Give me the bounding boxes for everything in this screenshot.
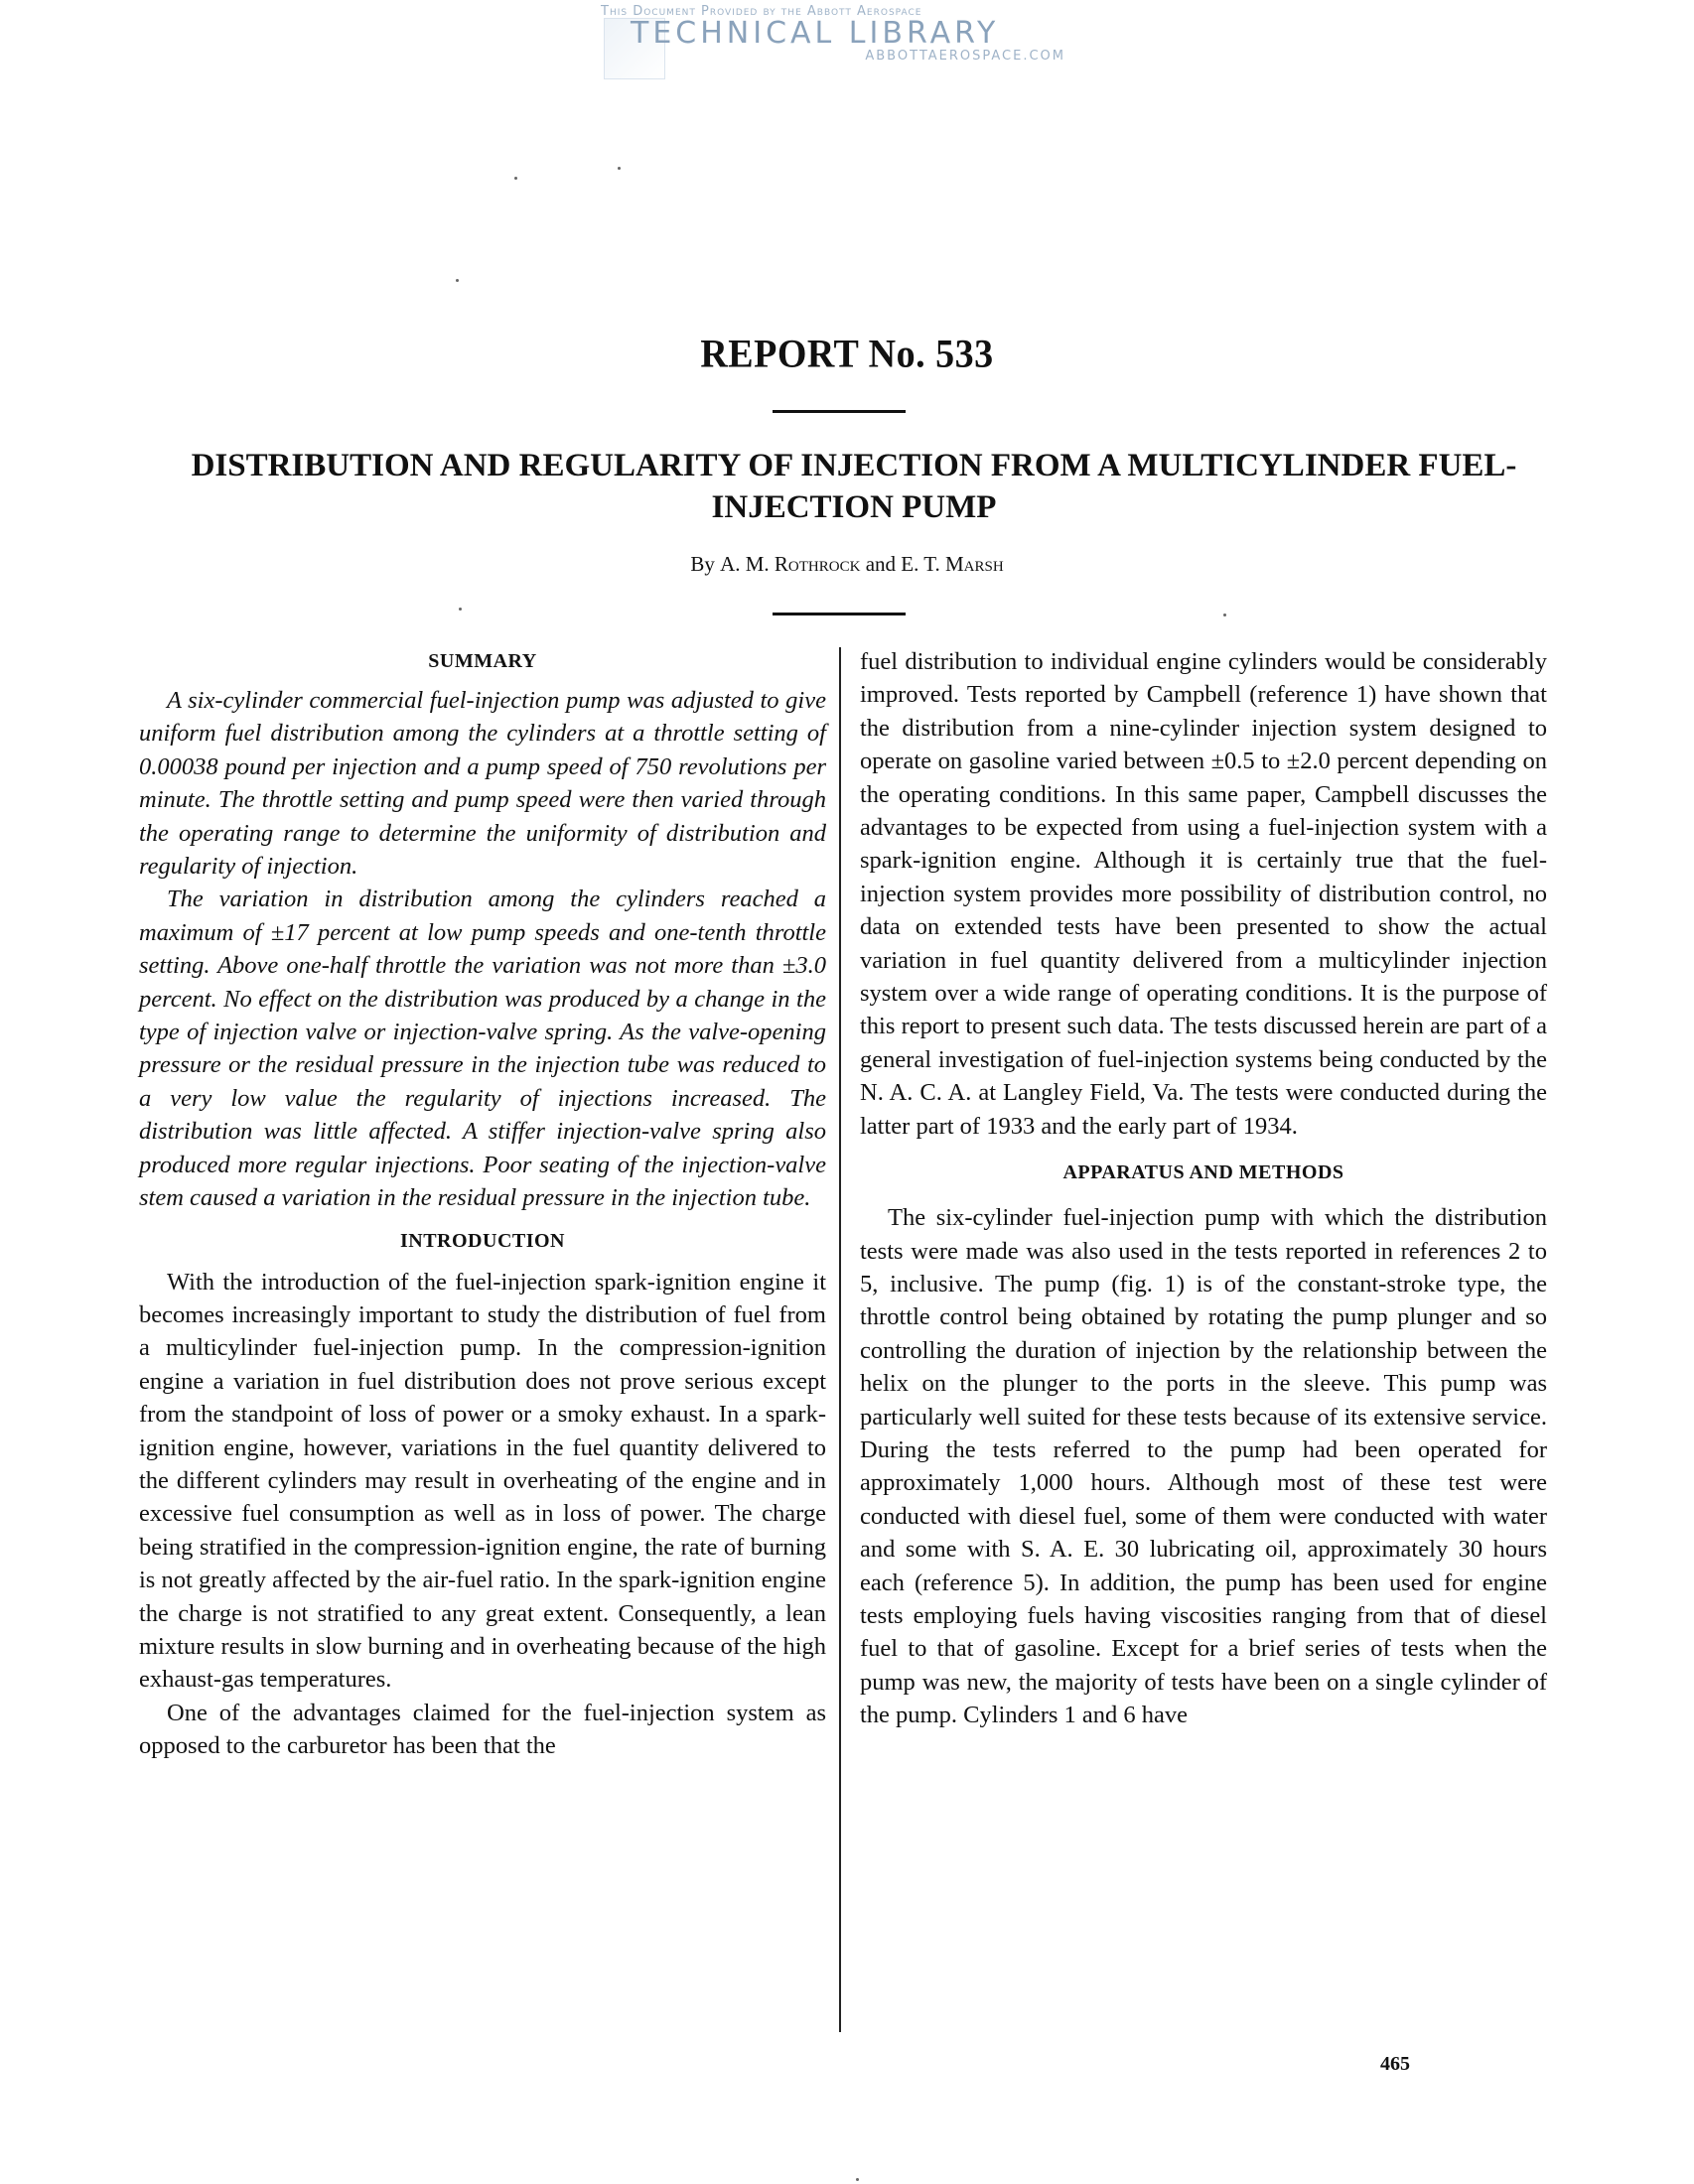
page-number: 465 — [1380, 2053, 1410, 2075]
scan-speck — [514, 177, 517, 180]
watermark — [601, 4, 1077, 64]
author-2: E. T. Marsh — [901, 552, 1004, 576]
summary-paragraph: The variation in distribution among the cylinders reached a maximum of ±17 percent at low pump speeds and one-tenth throttle setting. Above one-half throttle the variation was not more than ±3.0 percent. No effect on the distribution was produced by a change in the type of injection valve or injection-valve spring. As the valve-opening pressure or the residual pressure in the injection tube was reduced to a very low value the regularity of injections increased. The distribution was little affected. A stiffer injection-valve spring also produced more regular injections. Poor seating of the injection-valve stem caused a variation in the residual pressure in the injection tube. — [139, 886, 826, 1212]
scan-speck — [856, 2178, 859, 2181]
introduction-heading: INTRODUCTION — [399, 1229, 566, 1252]
report-title: DISTRIBUTION AND REGULARITY OF INJECTION FROM A MULTICYLINDER FUEL-INJECTION PUMP — [191, 448, 1517, 525]
right-column — [860, 645, 1547, 1732]
apparatus-heading: APPARATUS AND METHODS — [1062, 1161, 1344, 1184]
scan-speck — [1223, 614, 1226, 616]
apparatus-paragraph: The six-cylinder fuel-injection pump with which the distribution tests were made was also used in the tests reported in references 2 to 5, inclusive. The pump (fig. 1) is of the constant-stroke type, the throttle control being obtained by rotating the pump plunger and so controlling the duration of injection by the relationship between the helix on the plunger to the ports in the sleeve. This pump was particularly well suited for these tests because of its extensive service. During the tests referred to the pump had been operated for approximately 1,000 hours. Although most of these test were conducted with diesel fuel, some of them were conducted with water and some with S. A. E. 30 lubricating oil, approximately 30 hours each (reference 5). In addition, the pump has been used for engine tests employing fuels having viscosities ranging from that of diesel fuel to that of gasoline. Except for a brief series of tests when the pump was new, the majority of tests have been on a single cylinder of the pump. Cylinders 1 and 6 have — [860, 1204, 1547, 1729]
title-rule-bottom — [773, 613, 906, 615]
column-divider — [839, 647, 841, 2032]
left-column — [139, 645, 826, 1763]
scan-speck — [618, 167, 621, 170]
introduction-paragraph: One of the advantages claimed for the fuel-injection system as opposed to the carburetor has been that the — [139, 1699, 826, 1760]
author-1: A. M. Rothrock — [720, 552, 861, 576]
summary-paragraph: A six-cylinder commercial fuel-injection pump was adjusted to give uniform fuel distribution among the cylinders at a throttle setting of 0.00038 pound per injection and a pump speed of 750 revolutions per minute. The throttle setting and pump speed were then varied through the operating range to determine the uniformity of distribution and regularity of injection. — [139, 687, 826, 881]
introduction-paragraph: With the introduction of the fuel-injection spark-ignition engine it becomes increasingly important to study the distribution of fuel from a multicylinder fuel-injection pump. In the compression-ignition engine a variation in fuel distribution does not prove serious except from the standpoint of loss of power or a smoky exhaust. In a spark-ignition engine, however, variations in the fuel quantity delivered to the different cylinders may result in overheating of the engine and in excessive fuel consumption as well as in loss of power. The charge being stratified in the compression-ignition engine, the rate of burning is not greatly affected by the air-fuel ratio. In the spark-ignition engine the charge is not stratified to any great extent. Consequently, a lean mixture results in slow burning and in overheating because of the high exhaust-gas temperatures. — [139, 1268, 826, 1694]
watermark-provided-by: This Document Provided by the Abbott Aerospace — [601, 4, 922, 19]
byline-prefix: By — [690, 552, 715, 576]
scan-speck — [456, 279, 459, 282]
summary-heading: SUMMARY — [428, 650, 537, 672]
watermark-library-name: TECHNICAL LIBRARY — [631, 16, 1000, 51]
watermark-url: ABBOTTAEROSPACE.COM — [865, 49, 1065, 64]
introduction-paragraph-continued: fuel distribution to individual engine cylinders would be considerably improved. Tests reported by Campbell (reference 1) have shown that the distribution from a nine-cylinder injection system designed to operate on gasoline varied between ±0.5 to ±2.0 percent depending on the operating conditions. In this same paper, Campbell discusses the advantages to be expected from using a fuel-injection system with a spark-ignition engine. Although it is certainly true that the fuel-injection system provides more possibility of distribution control, no data on extended tests have been presented to show the actual variation in fuel quantity delivered from a multicylinder injection system over a wide range of operating conditions. It is the purpose of this report to present such data. The tests discussed herein are part of a general investigation of fuel-injection systems being conducted by the N. A. C. A. at Langley Field, Va. The tests were conducted during the latter part of 1933 and the early part of 1934. — [860, 648, 1547, 1140]
byline-and: and — [865, 552, 897, 576]
byline — [0, 552, 1694, 577]
title-rule-top — [773, 410, 906, 413]
report-number: REPORT No. 533 — [700, 332, 994, 377]
scan-speck — [459, 608, 462, 611]
